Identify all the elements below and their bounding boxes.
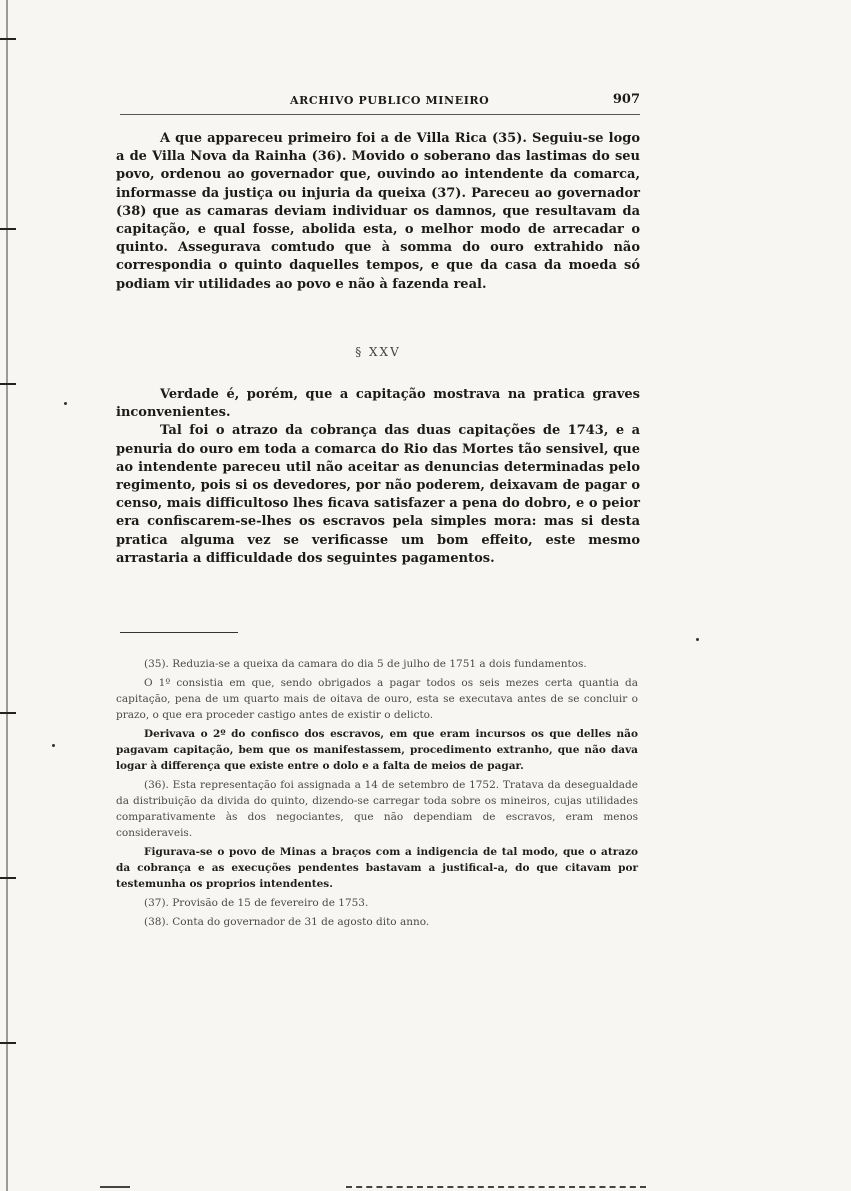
running-header <box>120 94 640 112</box>
section-heading: § XXV <box>355 345 401 359</box>
footnote-rule <box>120 632 238 633</box>
footnote: Derivava o 2º do confisco dos escravos, em que eram incursos os que delles não pagavam capitação, bem que os manifestassem, procedimento extranho, que não dava logar à differença que existe entre o dolo e a falta de meios de pagar. <box>116 728 638 772</box>
header-rule <box>120 114 640 115</box>
edge-mark <box>0 38 16 40</box>
edge-mark <box>0 712 16 714</box>
edge-mark <box>0 1042 16 1044</box>
footnote: Figurava-se o povo de Minas a braços com a indigencia de tal modo, que o atrazo da cobrança e as execuções pendentes bastavam a justifical-a, do que citavam por testemunha os proprios intendentes. <box>116 846 638 890</box>
header-title: ARCHIVO PUBLICO MINEIRO <box>290 94 490 107</box>
footnote: (38). Conta do governador de 31 de agosto dito anno. <box>144 916 430 928</box>
page-edge <box>6 0 8 1191</box>
speck <box>696 638 699 641</box>
footnote: O 1º consistia em que, sendo obrigados a pagar todos os seis mezes certa quantia da capitação, pena de um quarto mais de oitava de ouro, esta se executava antes de se concluir o prazo, o que era proceder castigo antes de existir o delicto. <box>116 677 638 721</box>
speck <box>52 744 55 747</box>
footnote: (36). Esta representação foi assignada a 14 de setembro de 1752. Tratava da desegualdade da distribuição da divida do quinto, dizendo-se carregar toda sobre os mineiros, cujas utilidades comparativamente às dos negociantes, que não dependiam de escravos, eram menos consideraveis. <box>116 779 638 839</box>
main-text-block <box>116 130 640 294</box>
main-text-block <box>116 386 640 568</box>
paragraph: A que appareceu primeiro foi a de Villa Rica (35). Seguiu-se logo a de Villa Nova da Rainha (36). Movido o soberano das lastimas do seu povo, ordenou ao governador que, ouvindo ao intendente da comarca, informasse da justiça ou injuria da queixa (37). Pareceu ao governador (38) que as camaras deviam individuar os damnos, que resultavam da capitação, e qual fosse, abolida esta, o melhor modo de arrecadar o quinto. Assegurava comtudo que à somma do ouro extrahido não correspondia o quinto daquelles tempos, e que da casa da moeda só podiam vir utilidades ao povo e não à fazenda real. <box>116 131 640 292</box>
paragraph: Tal foi o atrazo da cobrança das duas capitações de 1743, e a penuria do ouro em toda a comarca do Rio das Mortes tão sensivel, que ao intendente pareceu util não aceitar as denuncias determinadas pelo regimento, pois si os devedores, por não poderem, deixavam de pagar o censo, mais difficultoso lhes ficava satisfazer a pena do dobro, e o peior era confiscarem-se-lhes os escravos pela simples mora: mas si desta pratica alguma vez se verificasse um bom effeito, este mesmo arrastaria a difficuldade dos seguintes pagamentos. <box>116 423 640 566</box>
footnote: (37). Provisão de 15 de fevereiro de 1753. <box>144 897 369 909</box>
edge-mark <box>0 228 16 230</box>
page-number: 907 <box>612 92 640 107</box>
footnote: (35). Reduzia-se a queixa da camara do dia 5 de julho de 1751 a dois fundamentos. <box>144 658 587 670</box>
edge-mark <box>0 383 16 385</box>
footnotes <box>116 656 638 933</box>
scan-artifact <box>346 1186 646 1190</box>
scan-artifact <box>100 1186 130 1188</box>
edge-mark <box>0 877 16 879</box>
paragraph: Verdade é, porém, que a capitação mostrava na pratica graves inconvenientes. <box>116 387 640 421</box>
speck <box>64 402 67 405</box>
